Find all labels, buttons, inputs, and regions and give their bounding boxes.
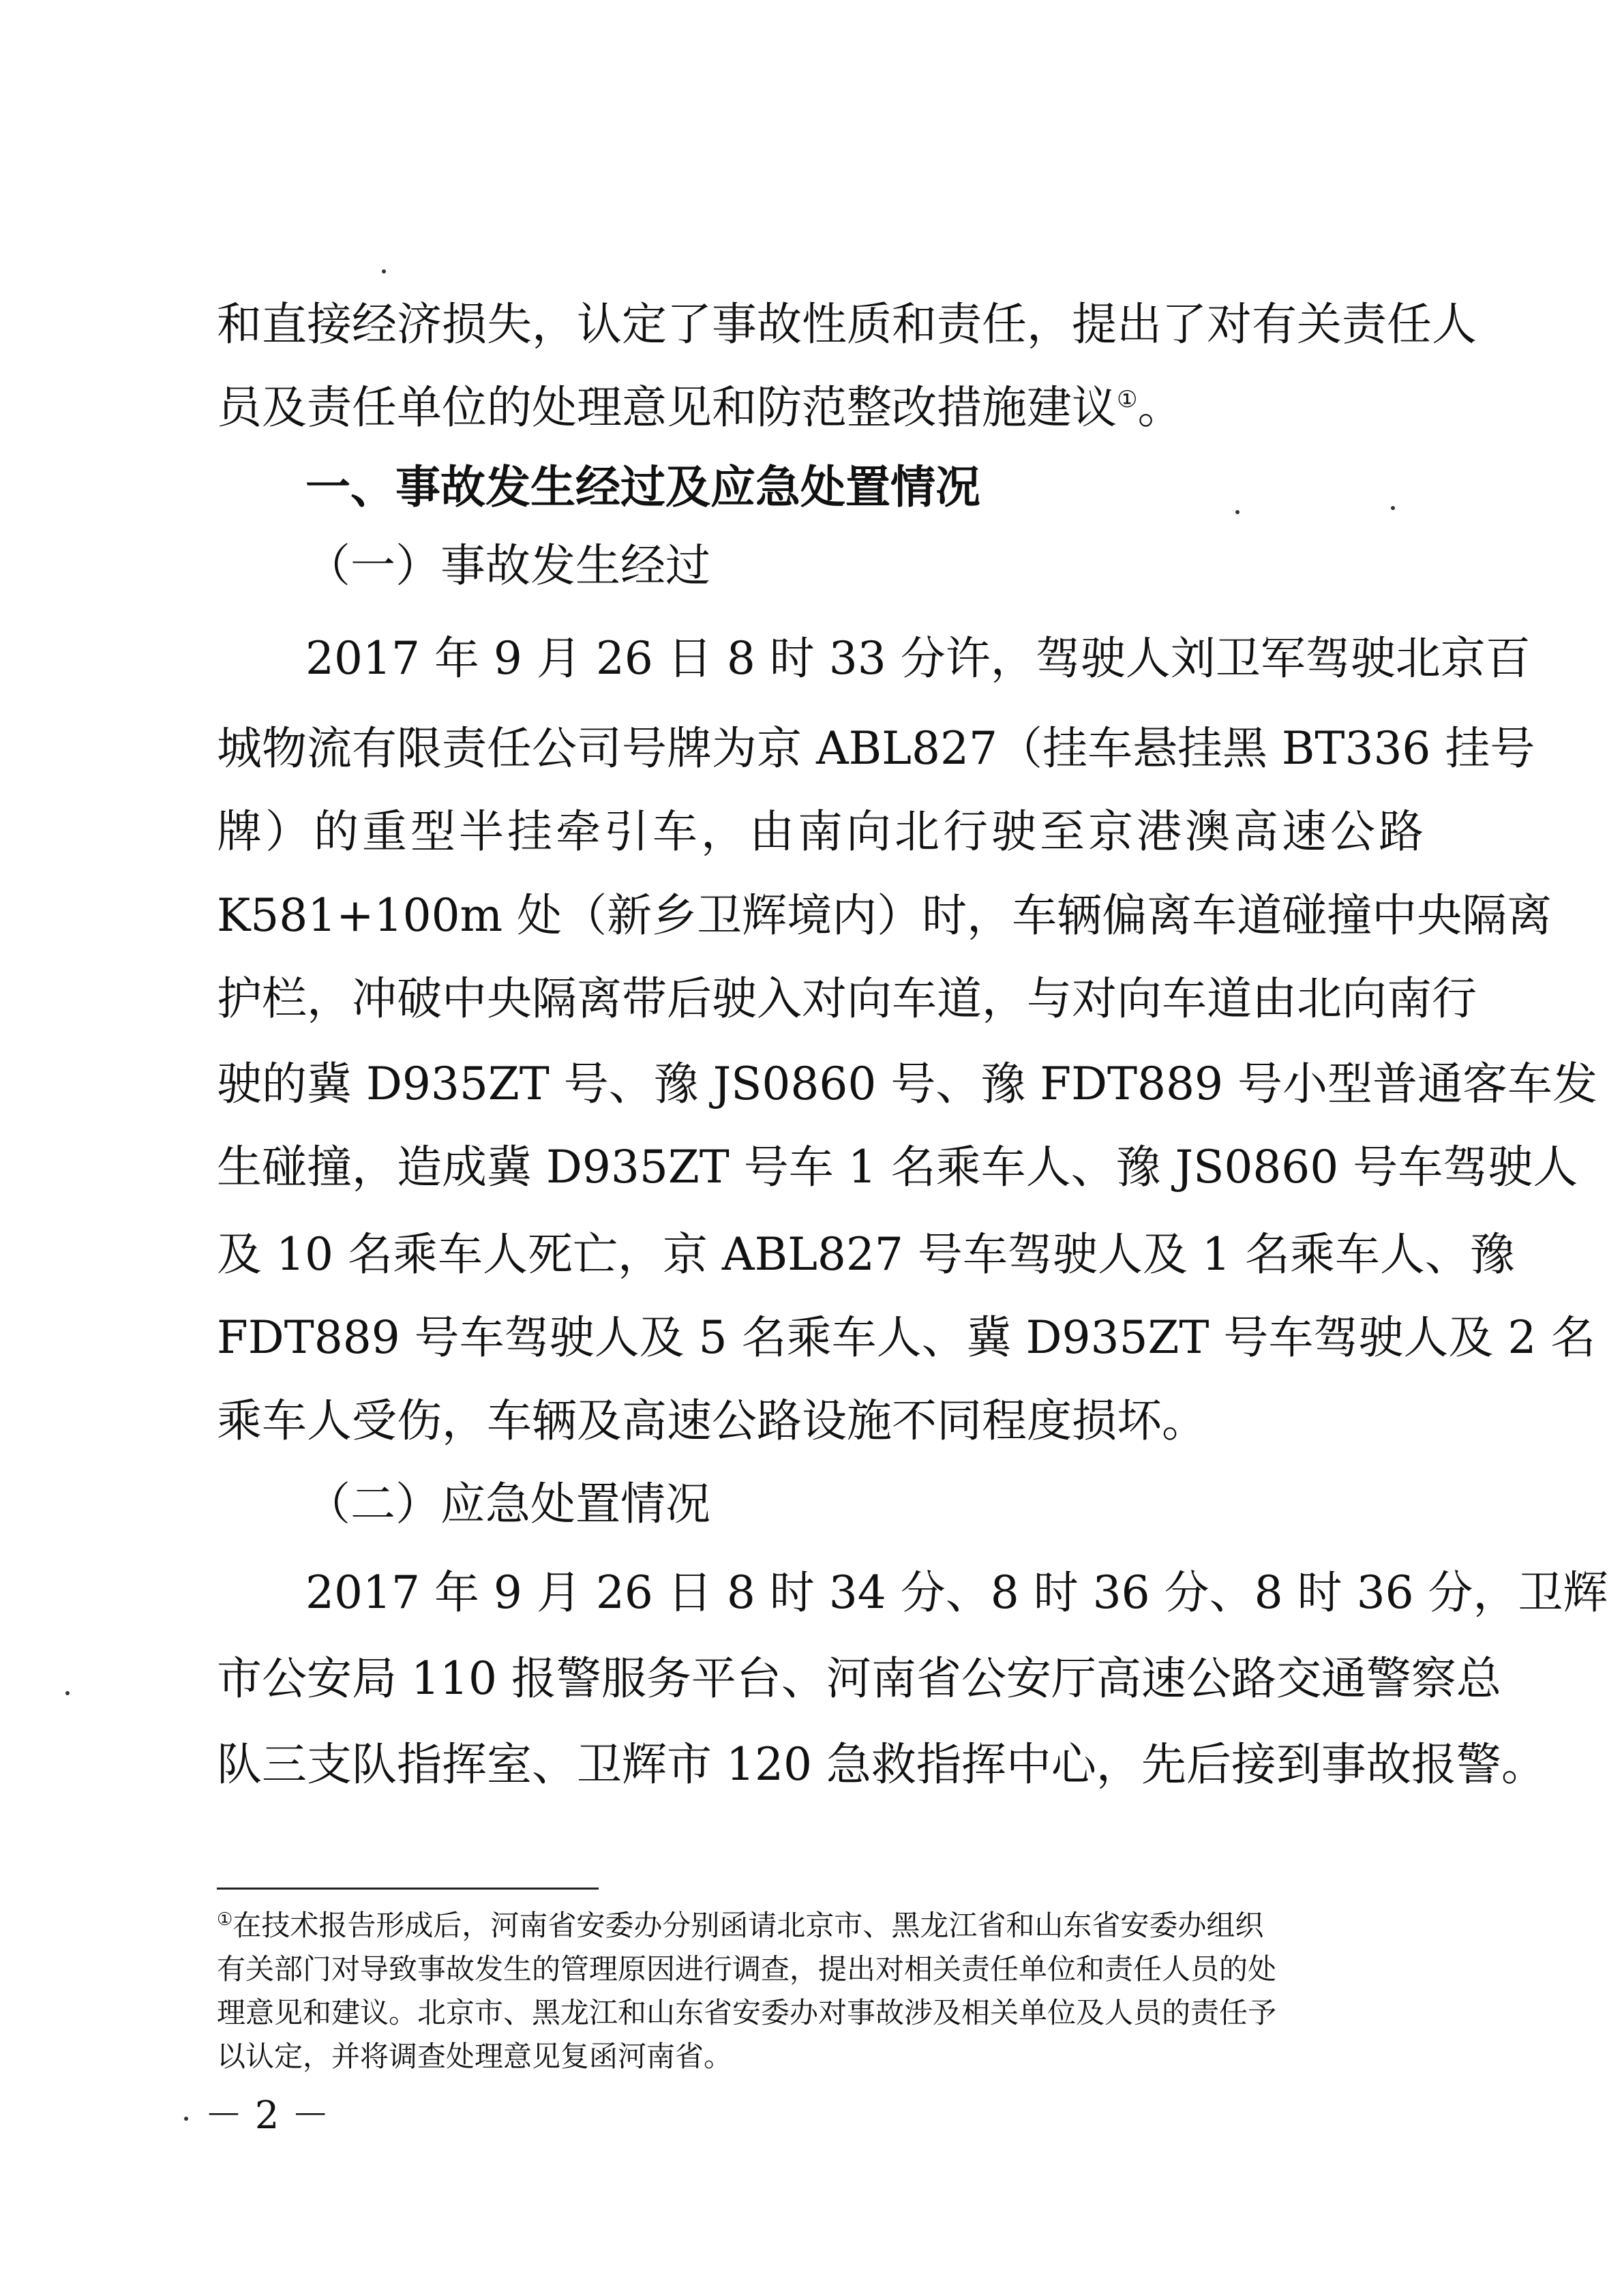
scan-speck [184,2117,188,2121]
paragraph-line: 城物流有限责任公司号牌为京 ABL827（挂车悬挂黑 BT336 挂号 [217,722,1535,775]
paragraph-line: FDT889 号车驾驶人及 5 名乘车人、冀 D935ZT 号车驾驶人及 2 名 [217,1311,1596,1364]
body-line-punct: 。 [1137,381,1183,434]
scan-speck [382,269,386,273]
subsection-heading: （一）事故发生经过 [305,539,710,592]
paragraph-line: K581+100m 处（新乡卫辉境内）时，车辆偏离车道碰撞中央隔离 [217,889,1552,942]
footnote-separator [217,1888,599,1890]
footnote-marker: ① [217,1909,233,1930]
footnote-line [217,1907,1424,1945]
footnote-line: 有关部门对导致事故发生的管理原因进行调查，提出对相关责任单位和责任人员的处 [217,1952,1277,1986]
body-line: 和直接经济损失，认定了事故性质和责任，提出了对有关责任人 [217,298,1477,351]
paragraph-line: 2017 年 9 月 26 日 8 时 33 分许，驾驶人刘卫军驾驶北京百 [305,632,1531,685]
paragraph-line: 队三支队指挥室、卫辉市 120 急救指挥中心，先后接到事故报警。 [217,1738,1546,1791]
footnote-text: 在技术报告形成后，河南省安委办分别函请北京市、黑龙江省和山东省安委办组织 [232,1909,1264,1942]
page-number: － 2 － [205,2093,330,2138]
paragraph-line: 2017 年 9 月 26 日 8 时 34 分、8 时 36 分、8 时 36 分，卫辉 [305,1566,1608,1619]
paragraph-line: 驶的冀 D935ZT 号、豫 JS0860 号、豫 FDT889 号小型普通客车发 [217,1058,1597,1110]
scan-speck [1391,506,1395,510]
footnote-line: 以认定，并将调查处理意见复函河南省。 [217,2040,733,2073]
footnote-line: 理意见和建议。北京市、黑龙江和山东省安委办对事故涉及相关单位及人员的责任予 [217,1996,1277,2029]
paragraph-line: 护栏，冲破中央隔离带后驶入对向车道，与对向车道由北向南行 [217,972,1477,1025]
subsection-heading: （二）应急处置情况 [305,1478,710,1530]
paragraph-line: 市公安局 110 报警服务平台、河南省公安厅高速公路交通警察总 [217,1652,1501,1705]
paragraph-line: 及 10 名乘车人死亡，京 ABL827 号车驾驶人及 1 名乘车人、豫 [217,1228,1515,1281]
paragraph-line: 乘车人受伤，车辆及高速公路设施不同程度损坏。 [217,1395,1207,1447]
body-line-text: 员及责任单位的处理意见和防范整改措施建议 [217,381,1117,434]
paragraph-line: 牌）的重型半挂牵引车，由南向北行驶至京港澳高速公路 [217,805,1424,858]
body-line [217,381,1424,435]
scan-speck [65,1691,70,1695]
section-heading: 一、事故发生经过及应急处置情况 [305,460,980,513]
paragraph-line: 生碰撞，造成冀 D935ZT 号车 1 名乘车人、豫 JS0860 号车驾驶人 [217,1141,1578,1193]
footnote-reference[interactable]: ① [1117,386,1138,413]
scan-speck [1235,510,1240,514]
